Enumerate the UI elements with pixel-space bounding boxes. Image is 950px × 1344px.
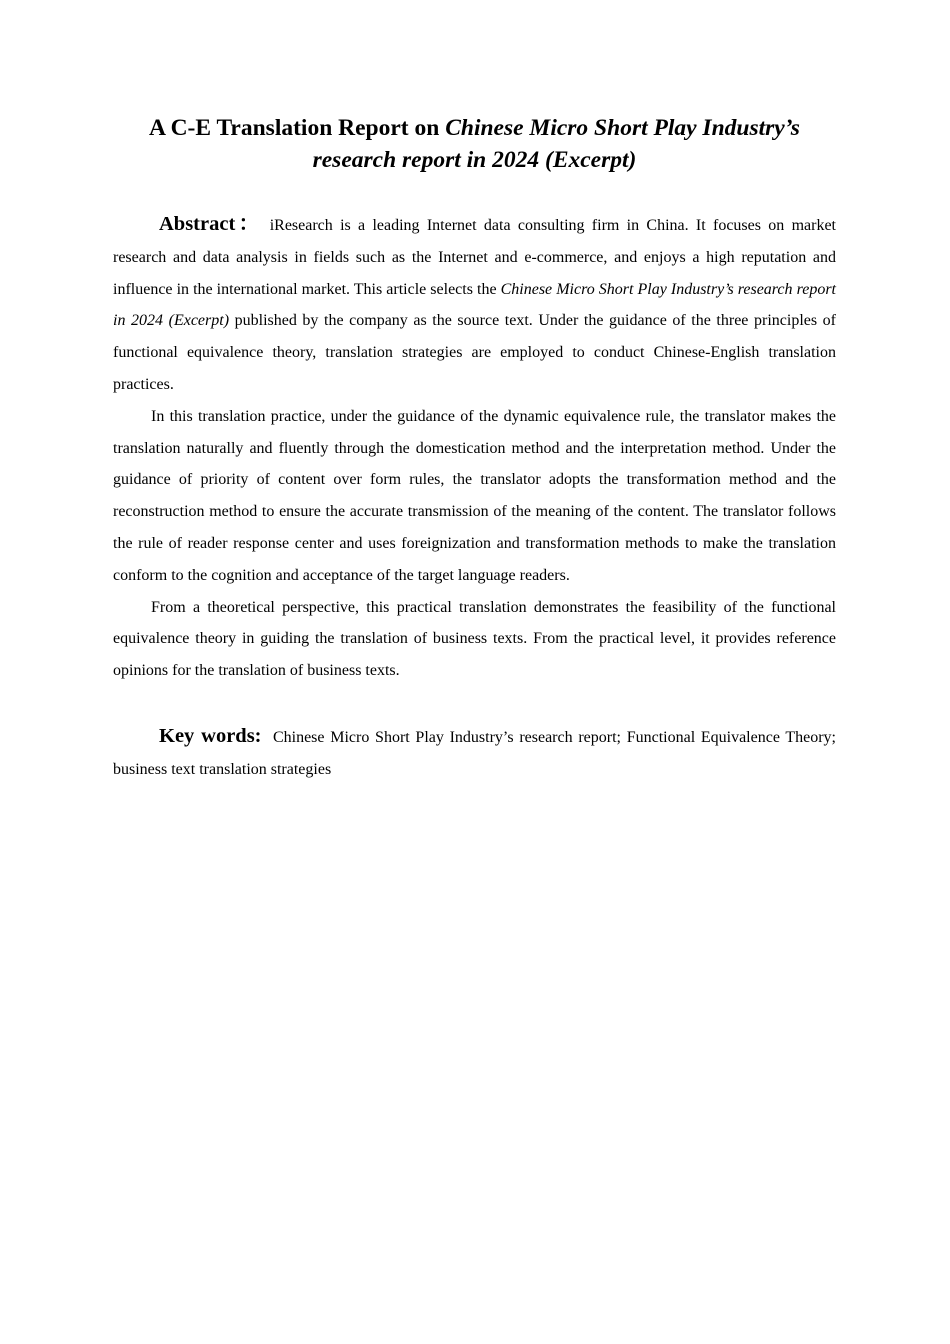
keywords-paragraph <box>113 721 836 786</box>
abstract-paragraph-2: In this translation practice, under the guidance of the dynamic equivalence rule, the translator makes the translation naturally and fluently through the domestication method and the interpretation method. Under the guidance of priority of content over form rules, the translator adopts the transformation method and the reconstruction method to ensure the accurate transmission of the meaning of the content. The translator follows the rule of reader response center and uses foreignization and transformation methods to make the translation conform to the cognition and acceptance of the target language readers. <box>113 407 836 584</box>
keywords-section <box>113 721 836 786</box>
title-prefix: A C-E Translation Report on <box>149 115 446 141</box>
title-italic: Chinese Micro Short Play Industry’s research report in 2024 (Excerpt) <box>312 115 800 173</box>
document-title <box>113 112 836 176</box>
document-page <box>113 112 836 786</box>
abstract-paragraph-3: From a theoretical perspective, this practical translation demonstrates the feasibility of the functional equivalence theory in guiding the translation of business texts. From the practical level, it provides reference opinions for the translation of business texts. <box>113 598 836 680</box>
abstract-p1-italic: Chinese Micro Short Play Industry’s research report in 2024 (Excerpt) <box>113 280 836 330</box>
abstract-label: Abstract： <box>159 213 263 235</box>
keywords-label: Key words: <box>159 724 262 747</box>
keywords-text: Chinese Micro Short Play Industry’s research report; Functional Equivalence Theory; business text translation strategies <box>113 728 837 778</box>
abstract-section <box>113 209 836 687</box>
abstract-paragraph-1 <box>113 209 836 401</box>
abstract-p1-text-b: published by the company as the source text. Under the guidance of the three principles of functional equivalence theory, translation strategies are employed to conduct Chinese-English translation practices. <box>113 312 836 393</box>
abstract-p1-text-a: iResearch is a leading Internet data consulting firm in China. It focuses on market research and data analysis in fields such as the Internet and e-commerce, and enjoys a high reputation and influence in the international market. This article selects the <box>113 217 836 298</box>
